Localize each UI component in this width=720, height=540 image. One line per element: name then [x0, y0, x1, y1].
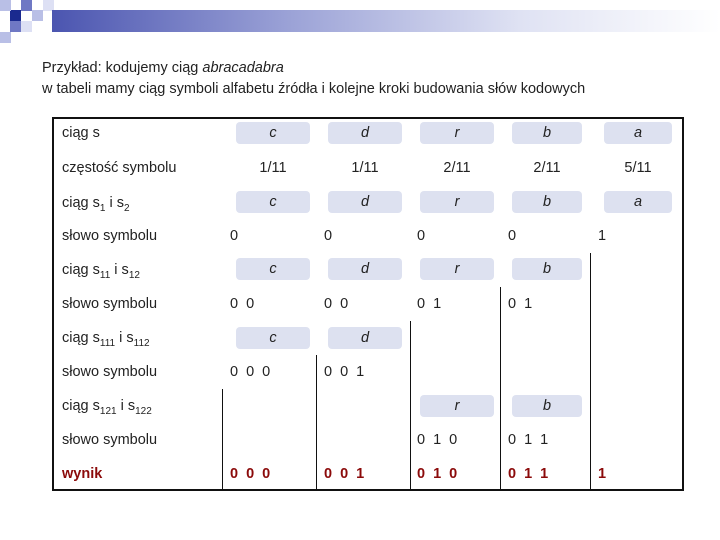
frequency-value: 1/11: [259, 160, 287, 176]
symbol-cell: c: [236, 258, 310, 280]
result-code: 0 0 1: [324, 466, 367, 482]
symbol-cell: r: [420, 395, 494, 417]
code-word: 0: [324, 228, 335, 244]
row-label-s111s112-sub2: 112: [133, 337, 150, 349]
symbol-cell: a: [604, 122, 672, 144]
row-label-s11s12-sub2: 12: [128, 269, 140, 281]
symbol-cell: a: [604, 191, 672, 213]
code-word: 1: [598, 228, 609, 244]
intro-line-1-prefix: Przykład: kodujemy ciąg: [42, 60, 203, 76]
row-label-s121s122-pre: ciąg s: [62, 398, 100, 414]
code-word: 0 1 1: [508, 432, 551, 448]
result-code: 0 1 1: [508, 466, 551, 482]
row-label-s111s112: [62, 330, 150, 349]
code-word: 0: [508, 228, 519, 244]
code-word: 0 0: [324, 296, 351, 312]
row-label-s1s2-sub1: 1: [99, 202, 106, 214]
code-word: 0 0 1: [324, 364, 367, 380]
row-label-s11s12-pre: ciąg s: [62, 262, 100, 278]
row-label-word-1: słowo symbolu: [62, 228, 158, 244]
symbol-cell: d: [328, 191, 402, 213]
row-label-result: wynik: [62, 466, 103, 482]
row-label-s11s12: [62, 262, 140, 281]
symbol-cell: c: [236, 122, 310, 144]
result-code: 0 1 0: [417, 466, 460, 482]
row-label-s121s122: [62, 398, 152, 417]
row-label-s: ciąg s: [62, 125, 100, 141]
code-word: 0: [417, 228, 428, 244]
code-word: 0 0 0: [230, 364, 273, 380]
row-label-s111s112-sub1: 111: [99, 337, 116, 349]
frequency-value: 2/11: [443, 160, 471, 176]
header-bar: [52, 10, 720, 32]
result-code: 1: [598, 466, 609, 482]
row-label-s111s112-mid: i s: [115, 330, 134, 346]
symbol-cell: d: [328, 327, 402, 349]
symbol-cell: r: [420, 258, 494, 280]
code-word: 0 1: [508, 296, 535, 312]
row-label-s11s12-mid: i s: [110, 262, 129, 278]
result-code: 0 0 0: [230, 466, 273, 482]
code-word: 0 0: [230, 296, 257, 312]
intro-line-1: [42, 58, 585, 79]
row-label-freq: częstość symbolu: [62, 160, 177, 176]
row-label-word-4: słowo symbolu: [62, 432, 158, 448]
col-separator: [590, 253, 591, 489]
frequency-value: 2/11: [533, 160, 561, 176]
symbol-cell: b: [512, 395, 582, 417]
symbol-cell: r: [420, 122, 494, 144]
symbol-cell: c: [236, 327, 310, 349]
intro-line-2: w tabeli mamy ciąg symboli alfabetu źródła i kolejne kroki budowania słów kodowych: [42, 81, 586, 97]
row-label-s1s2-pre: ciąg s: [62, 195, 100, 211]
code-word: 0 1 0: [417, 432, 460, 448]
intro-word: abracadabra: [202, 60, 284, 76]
row-label-word-2: słowo symbolu: [62, 296, 158, 312]
row-label-s11s12-sub1: 11: [99, 269, 111, 281]
row-label-s1s2-sub2: 2: [123, 202, 130, 214]
code-word: 0 1: [417, 296, 444, 312]
col-separator: [500, 287, 501, 489]
row-label-s1s2-mid: i s: [105, 195, 124, 211]
col-separator: [222, 389, 223, 489]
row-label-s121s122-sub1: 121: [99, 405, 117, 417]
symbol-cell: d: [328, 122, 402, 144]
row-label-s121s122-sub2: 122: [135, 405, 152, 417]
col-separator: [316, 355, 317, 489]
frequency-value: 5/11: [624, 160, 652, 176]
row-label-s121s122-mid: i s: [116, 398, 136, 414]
symbol-cell: c: [236, 191, 310, 213]
row-label-s111s112-pre: ciąg s: [62, 330, 100, 346]
row-label-s1s2: [62, 195, 130, 214]
symbol-cell: b: [512, 258, 582, 280]
symbol-cell: b: [512, 191, 582, 213]
intro-text: [42, 58, 585, 100]
symbol-cell: d: [328, 258, 402, 280]
code-word: 0: [230, 228, 241, 244]
row-label-word-3: słowo symbolu: [62, 364, 158, 380]
frequency-value: 1/11: [351, 160, 379, 176]
symbol-cell: r: [420, 191, 494, 213]
col-separator: [410, 321, 411, 489]
symbol-cell: b: [512, 122, 582, 144]
